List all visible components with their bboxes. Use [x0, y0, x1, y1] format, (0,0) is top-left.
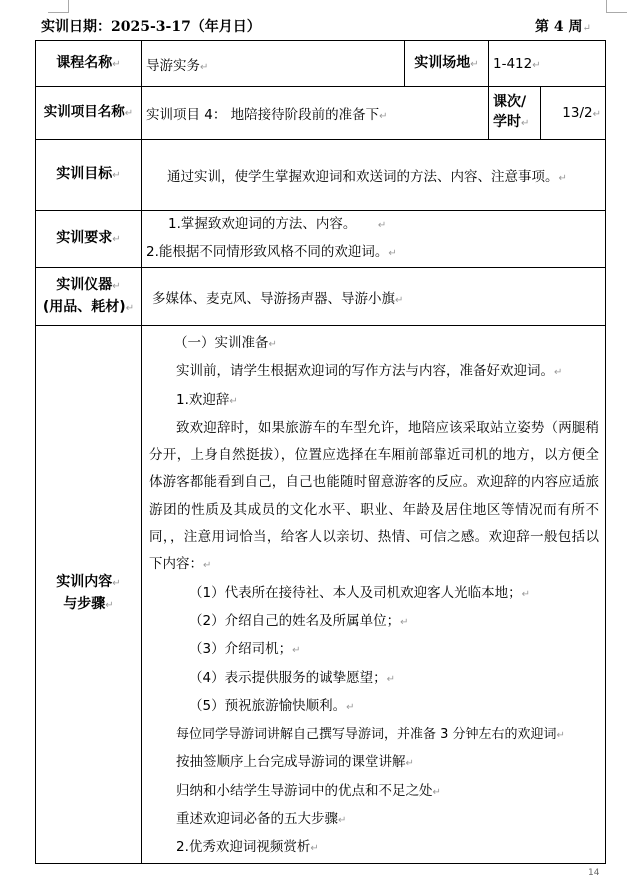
- margin-mark: [606, 0, 627, 13]
- requirements-value: 1.掌握致欢迎词的方法、内容。 ↵ 2.能根据不同情形致风格不同的欢迎词。 ↵: [142, 211, 606, 268]
- steps-content: [142, 326, 606, 864]
- training-table: [35, 40, 606, 864]
- session-label: 课次/ 学时 ↵: [489, 87, 541, 140]
- task-item: 按抽签顺序上台完成导游词的课堂讲解 ↵: [149, 749, 599, 777]
- equipment-value: 多媒体、麦克风、导游扬声器、导游小旗 ↵: [142, 268, 606, 326]
- task-item: 2.优秀欢迎词视频赏析 ↵: [149, 834, 599, 862]
- list-item: （5）预祝旅游愉快顺利。 ↵: [149, 693, 599, 721]
- project-value: 实训项目 4： 地陪接待阶段前的准备下 ↵: [142, 87, 489, 140]
- venue-label: 实训场地 ↵: [405, 41, 489, 87]
- venue-value: 1-412 ↵: [489, 41, 606, 87]
- steps-heading: （一）实训准备 ↵: [149, 330, 599, 358]
- task-item: 重述欢迎词必备的五大步骤 ↵: [149, 806, 599, 834]
- requirements-label: 实训要求 ↵: [36, 211, 142, 268]
- list-item: （4）表示提供服务的诚挚愿望； ↵: [149, 665, 599, 693]
- row-course: [36, 41, 606, 87]
- session-value: 13/2 ↵: [541, 87, 606, 140]
- week-text: 第 4 周: [535, 19, 583, 35]
- list-item: （3）介绍司机； ↵: [149, 636, 599, 664]
- goal-value: 通过实训，使学生掌握欢迎词和欢送词的方法、内容、注意事项。 ↵: [142, 140, 606, 211]
- task-item: 归纳和小结学生导游词中的优点和不足之处 ↵: [149, 778, 599, 806]
- row-requirements: [36, 211, 606, 268]
- goal-label: 实训目标 ↵: [36, 140, 142, 211]
- steps-label: 实训内容 ↵ 与步骤 ↵: [36, 326, 142, 864]
- list-item: （2）介绍自己的姓名及所属单位； ↵: [149, 608, 599, 636]
- row-project: [36, 87, 606, 140]
- row-steps: [36, 326, 606, 864]
- list-item: （1）代表所在接待社、本人及司机欢迎客人光临本地； ↵: [149, 580, 599, 608]
- task-item: 每位同学导游词讲解自己撰写导游词，并准备 3 分钟左右的欢迎词 ↵: [149, 721, 599, 749]
- equipment-label: 实训仪器 ↵ (用品、耗材) ↵: [36, 268, 142, 326]
- row-equipment: [36, 268, 606, 326]
- row-goal: [36, 140, 606, 211]
- steps-intro: 实训前，请学生根据欢迎词的写作方法与内容，准备好欢迎词。 ↵: [149, 358, 599, 386]
- steps-sub1: 1.欢迎辞 ↵: [149, 387, 599, 415]
- project-label: 实训项目名称 ↵: [36, 87, 142, 140]
- training-date: 实训日期：2025-3-17（年月日）: [41, 19, 261, 35]
- week-number: [535, 16, 591, 36]
- margin-mark: [48, 0, 69, 13]
- page-number: 14: [588, 868, 600, 878]
- steps-paragraph: 致欢迎辞时，如果旅游车的车型允许，地陪应该采取站立姿势（两腿稍分开，上身自然挺拔），位置应选择在车厢前部靠近司机的地方，以方便全体游客都能看到自己，自己也能随时留意游客的反应。欢迎辞的内容应适旅游团的性质及其成员的文化水平、职业、年龄及居住地区等情况而有所不同，，注意用词恰当，给客人以亲切、热情、可信之感。欢迎辞一般包括以下内容： ↵: [149, 415, 599, 580]
- course-label: 课程名称 ↵: [36, 41, 142, 87]
- course-value: 导游实务 ↵: [142, 41, 405, 87]
